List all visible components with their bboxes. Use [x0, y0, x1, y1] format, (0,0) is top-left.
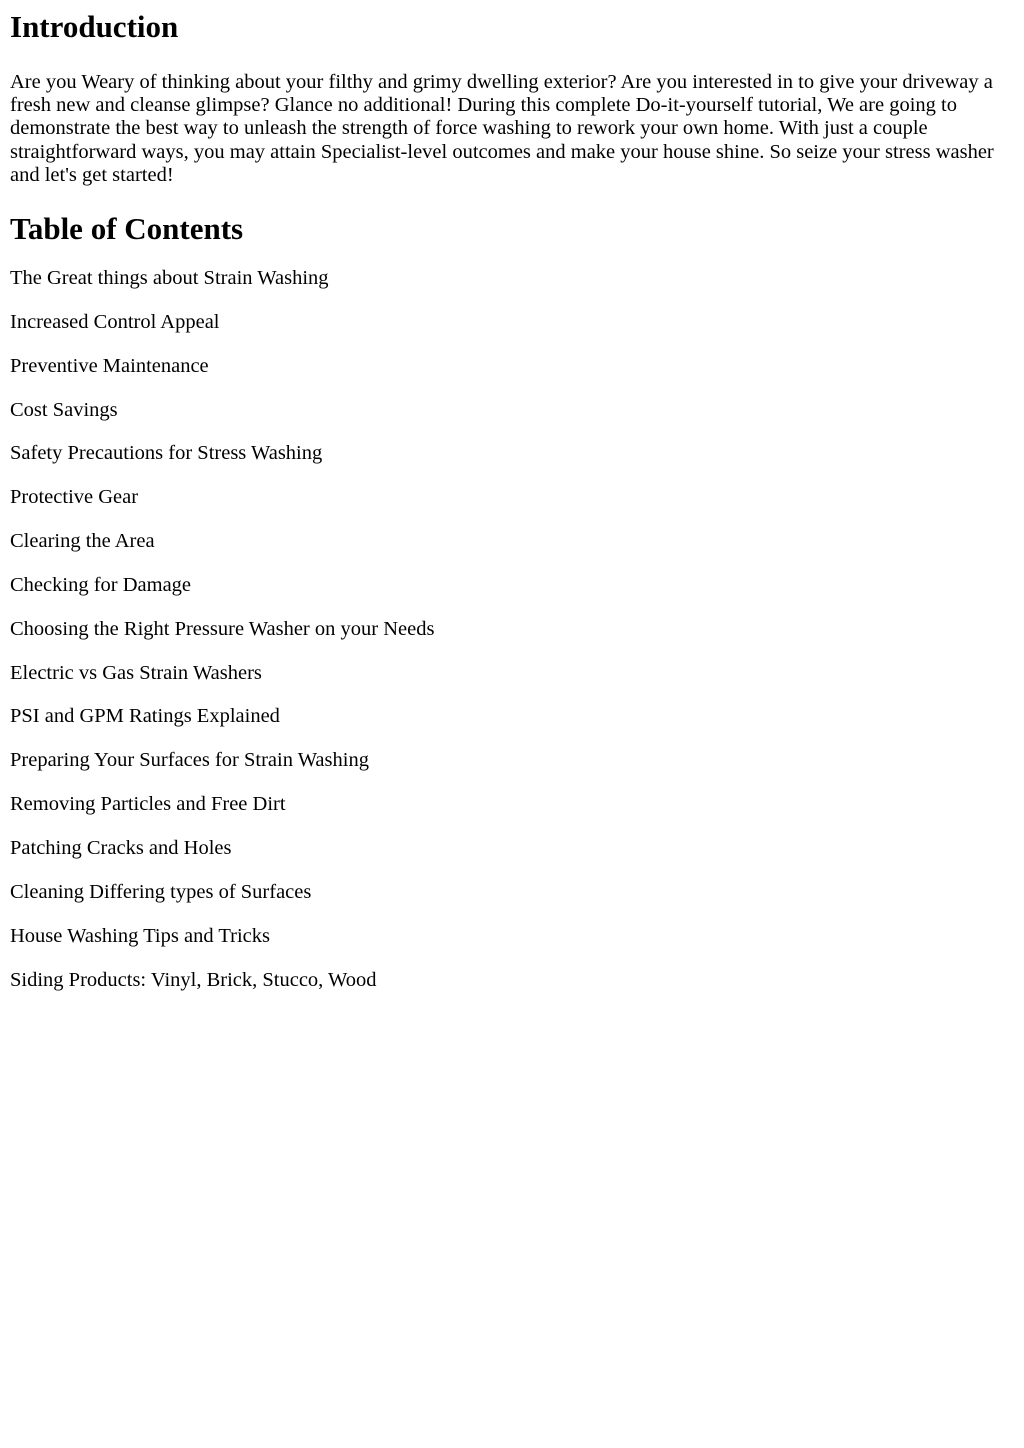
toc-item: Removing Particles and Free Dirt — [10, 793, 286, 816]
toc-item: Patching Cracks and Holes — [10, 836, 232, 859]
toc-item: Checking for Damage — [10, 573, 192, 596]
toc-item: Preventive Maintenance — [10, 354, 209, 377]
introduction-heading: Introduction — [10, 9, 179, 44]
toc-item: House Washing Tips and Tricks — [10, 924, 270, 947]
toc-item: Safety Precautions for Stress Washing — [10, 442, 323, 465]
toc-item: Increased Control Appeal — [10, 310, 220, 333]
table-of-contents-list — [10, 267, 1014, 992]
toc-item: Cleaning Differing types of Surfaces — [10, 880, 312, 903]
toc-item: Cost Savings — [10, 398, 118, 421]
toc-item: Electric vs Gas Strain Washers — [10, 661, 262, 684]
toc-item: Protective Gear — [10, 486, 139, 509]
toc-item: Siding Products: Vinyl, Brick, Stucco, Wood — [10, 968, 377, 991]
toc-item: Clearing the Area — [10, 530, 155, 553]
toc-item: Preparing Your Surfaces for Strain Washing — [10, 749, 369, 772]
table-of-contents-heading: Table of Contents — [10, 211, 244, 247]
toc-item: Choosing the Right Pressure Washer on your Needs — [10, 617, 435, 640]
toc-item: PSI and GPM Ratings Explained — [10, 705, 280, 728]
toc-item: The Great things about Strain Washing — [10, 267, 329, 290]
introduction-paragraph: Are you Weary of thinking about your filthy and grimy dwelling exterior? Are you interested in to give your driveway a fresh new and cleanse glimpse? Glance no additional! During this complete Do-it-yourself tutorial, We are going to demonstrate the best way to unleash the strength of force washing to rework your own home. With just a couple straightforward ways, you may attain Specialist-level outcomes and make your house shine. So seize your stress washer and let's get started! — [10, 71, 994, 186]
